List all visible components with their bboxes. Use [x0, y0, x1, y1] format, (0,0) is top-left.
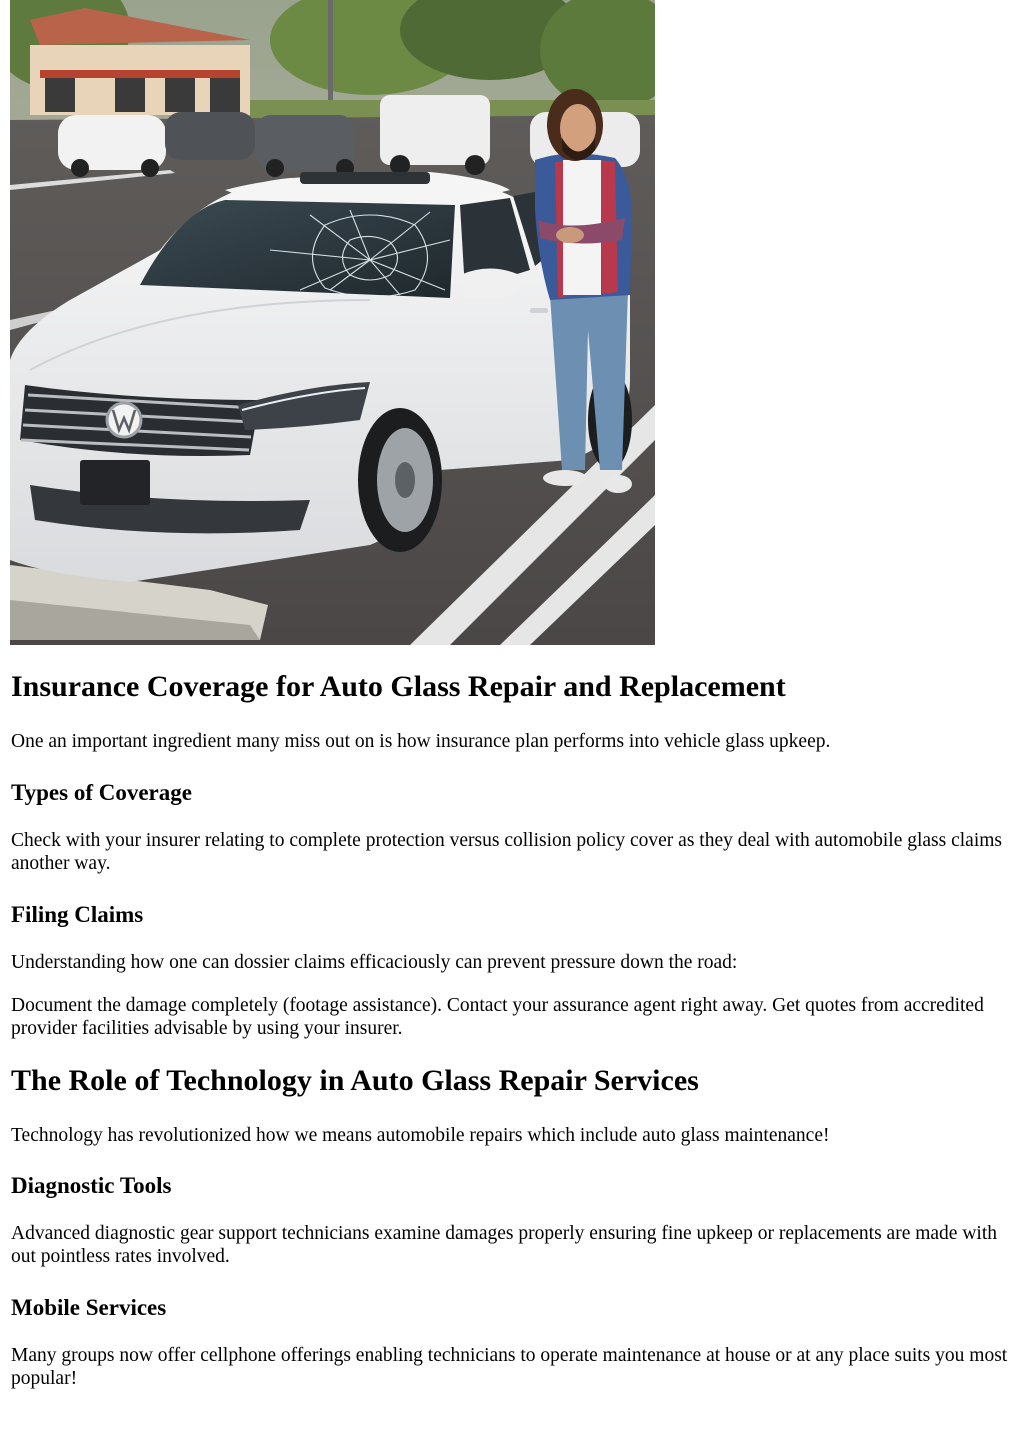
diagnostic-tools-paragraph: Advanced diagnostic gear support technicians examine damages properly ensuring fine upkeep or replacements are made with out pointless rates involved.	[11, 1223, 998, 1267]
types-of-coverage-paragraph: Check with your insurer relating to complete protection versus collision policy cover as they deal with automobile glass claims another way.	[11, 830, 1003, 874]
insurance-intro-paragraph: One an important ingredient many miss out on is how insurance plan performs into vehicle glass upkeep.	[11, 731, 831, 752]
subheading-types-of-coverage: Types of Coverage	[11, 780, 192, 805]
mobile-services-paragraph: Many groups now offer cellphone offerings enabling technicians to operate maintenance at house or at any place suits you most popular!	[11, 1345, 1008, 1389]
filing-claims-paragraph: Understanding how one can dossier claims efficaciously can prevent pressure down the road:	[11, 952, 738, 973]
section-heading-insurance-coverage: Insurance Coverage for Auto Glass Repair and Replacement	[11, 670, 786, 703]
section-heading-role-of-technology: The Role of Technology in Auto Glass Repair Services	[11, 1064, 699, 1097]
subheading-mobile-services: Mobile Services	[11, 1295, 167, 1320]
technology-intro-paragraph: Technology has revolutionized how we means automobile repairs which include auto glass maintenance!	[11, 1125, 830, 1146]
subheading-filing-claims: Filing Claims	[11, 902, 144, 927]
filing-claims-steps-paragraph: Document the damage completely (footage assistance). Contact your assurance agent right away. Get quotes from accredited provider facilities advisable by using your insurer.	[11, 995, 984, 1039]
subheading-diagnostic-tools: Diagnostic Tools	[11, 1173, 172, 1198]
article	[11, 668, 1019, 1390]
hero-image	[10, 0, 655, 645]
